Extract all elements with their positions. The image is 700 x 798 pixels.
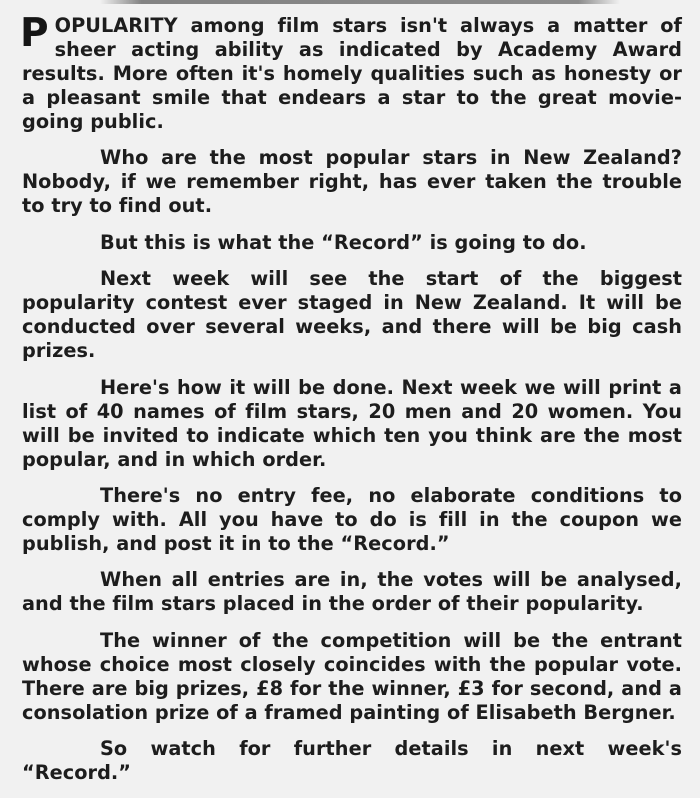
top-rule bbox=[100, 0, 620, 4]
paragraph-4: Here's how it will be done. Next week we will print a list of 40 names of film stars, 20 men and 20 women. You will be invited to indicate which ten you think are the most popular, and in which order. bbox=[22, 375, 682, 471]
article-body bbox=[20, 11, 682, 798]
paragraph-5: There's no entry fee, no elaborate conditions to comply with. All you have to do is fill in the coupon we publish, and post it in to the “Record.” bbox=[22, 483, 682, 555]
paragraph-2: But this is what the “Record” is going to do. bbox=[100, 230, 587, 254]
lead-text: OPULARITY among film stars isn't always a matter of sheer acting ability as indicated by Academy Award results. More often it's homely qualities such as honesty or a pleasant smile that endears a star to the great movie-going public. bbox=[22, 14, 682, 133]
paragraph-7: The winner of the competition will be the entrant whose choice most closely coincides with the popular vote. There are big prizes, £8 for the winner, £3 for second, and a consolation prize of a framed painting of Elisabeth Bergner. bbox=[22, 628, 682, 724]
paragraph-3: Next week will see the start of the biggest popularity contest ever staged in New Zealand. It will be conducted over several weeks, and there will be big cash prizes. bbox=[22, 267, 682, 363]
paragraph-6: When all entries are in, the votes will be analysed, and the film stars placed in the order of their popularity. bbox=[22, 568, 682, 616]
paragraph-1: Who are the most popular stars in New Zealand? Nobody, if we remember right, has ever taken the trouble to try to find out. bbox=[22, 146, 682, 218]
lead-paragraph bbox=[20, 11, 682, 134]
drop-cap: P bbox=[20, 11, 49, 56]
paragraph-8: So watch for further details in next week's “Record.” bbox=[22, 737, 682, 785]
